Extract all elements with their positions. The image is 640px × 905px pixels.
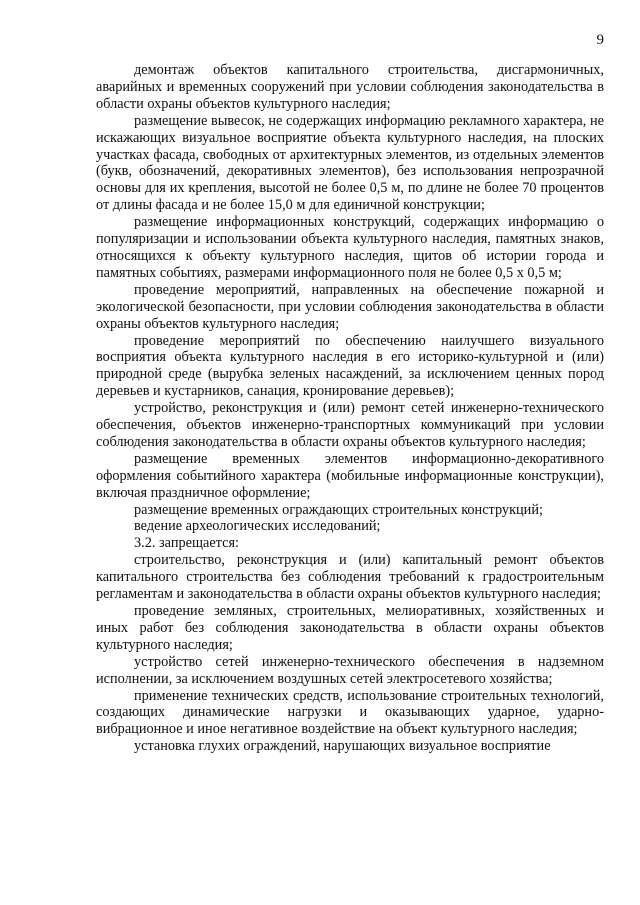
page-number: 9	[596, 32, 604, 48]
paragraph: проведение мероприятий по обеспечению наилучшего визуального восприятия объекта культурного наследия в его историко-культурной и (или) природной среде (вырубка зеленых насаждений, за исключением ценных пород деревьев и кустарников, санация, кронирование деревьев);	[96, 332, 604, 400]
paragraph: проведение земляных, строительных, мелиоративных, хозяйственных и иных работ без соблюдения законодательства в области охраны объектов культурного наследия;	[96, 603, 604, 653]
paragraph: размещение информационных конструкций, содержащих информацию о популяризации и использовании объекта культурного наследия, памятных знаков, относящихся к объекту культурного наследия, щитов об истории города и памятных событиях, размерами информационного поля не более 0,5 х 0,5 м;	[96, 214, 604, 281]
paragraph: установка глухих ограждений, нарушающих визуальное восприятие	[134, 738, 551, 755]
paragraph: устройство сетей инженерно-технического обеспечения в надземном исполнении, за исключением воздушных сетей электросетевого хозяйства;	[96, 653, 604, 687]
paragraph: ведение археологических исследований;	[134, 518, 381, 535]
paragraph: размещение временных ограждающих строительных конструкций;	[134, 501, 543, 518]
paragraph: размещение вывесок, не содержащих информацию рекламного характера, не искажающих визуальное восприятие объекта культурного наследия, на плоских участках фасада, свободных от архитектурных элементов, из отдельных элементов (букв, обозначений, декоративных элементов), без использования непрозрачной основы для их крепления, высотой не более 0,5 м, по длине не более 70 процентов от длины фасада и не более 15,0 м для единичной конструкции;	[96, 112, 604, 214]
section-heading: 3.2. запрещается:	[134, 535, 239, 552]
paragraph: устройство, реконструкция и (или) ремонт сетей инженерно-технического обеспечения, объектов инженерно-транспортных коммуникаций при условии соблюдения законодательства в области охраны объектов культурного наследия;	[96, 400, 604, 450]
paragraph: проведение мероприятий, направленных на обеспечение пожарной и экологической безопасности, при условии соблюдения законодательства в области охраны объектов культурного наследия;	[96, 281, 604, 332]
paragraph: размещение временных элементов информационно-декоративного оформления событийного характера (мобильные информационные конструкции), включая праздничное оформление;	[96, 450, 604, 501]
document-body	[96, 62, 604, 755]
paragraph: строительство, реконструкция и (или) капитальный ремонт объектов капитального строительства без соблюдения требований к градостроительным регламентам и законодательства в области охраны объектов культурного наследия;	[96, 552, 604, 603]
paragraph: демонтаж объектов капитального строительства, дисгармоничных, аварийных и временных сооружений при условии соблюдения законодательства в области охраны объектов культурного наследия;	[96, 62, 604, 112]
paragraph: применение технических средств, использование строительных технологий, создающих динамические нагрузки и оказывающих ударное, ударно-вибрационное и иное негативное воздействие на объект культурного наследия;	[96, 687, 604, 738]
